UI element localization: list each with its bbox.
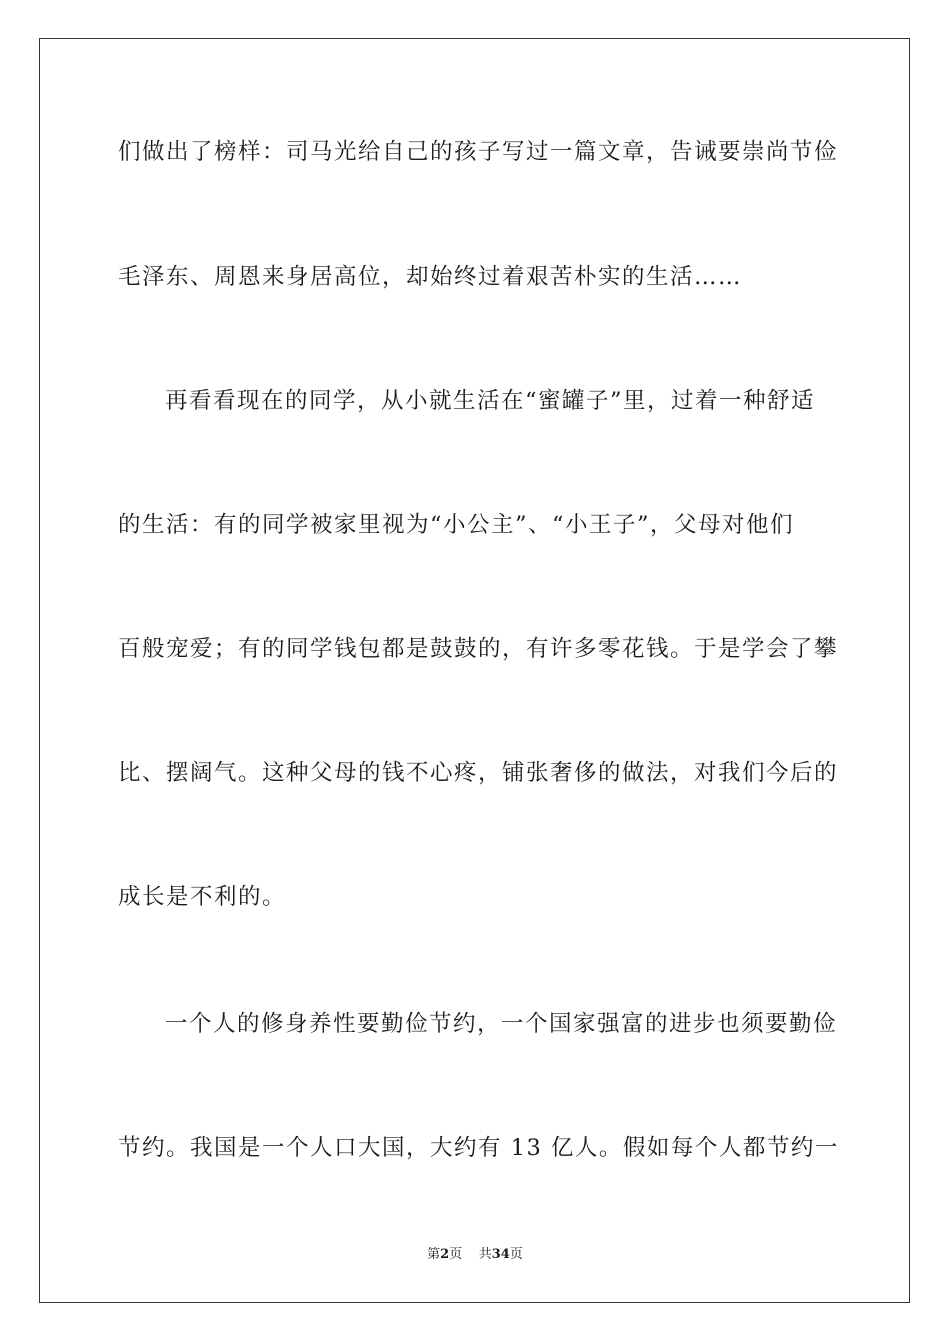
body-text-line: 成长是不利的。 — [118, 884, 287, 910]
page-footer — [0, 1246, 950, 1264]
page-border — [39, 38, 910, 1303]
body-text-line: 百般宠爱；有的同学钱包都是鼓鼓的，有许多零花钱。于是学会了攀 — [118, 636, 839, 662]
body-text-line: 毛泽东、周恩来身居高位，却始终过着艰苦朴实的生活…… — [118, 264, 743, 290]
page-suffix: 页 — [449, 1247, 463, 1262]
body-text-line: 们做出了榜样：司马光给自己的孩子写过一篇文章，告诫要崇尚节俭 — [118, 139, 839, 165]
paragraph-first-line: 一个人的修身养性要勤俭节约，一个国家强富的进步也须要勤俭 — [165, 1011, 838, 1037]
page-prefix: 第 — [427, 1247, 441, 1262]
body-text-line: 节约。我国是一个人口大国，大约有 13 亿人。假如每个人都节约一 — [118, 1135, 839, 1161]
total-suffix: 页 — [509, 1247, 523, 1262]
body-text-line: 比、摆阔气。这种父母的钱不心疼，铺张奢侈的做法，对我们今后的 — [118, 760, 839, 786]
total-prefix: 共 — [478, 1247, 492, 1262]
page-number: 2 — [440, 1247, 450, 1262]
total-pages: 34 — [491, 1247, 510, 1262]
paragraph-first-line: 再看看现在的同学，从小就生活在“蜜罐子”里，过着一种舒适 — [165, 388, 816, 414]
body-text-line: 的生活：有的同学被家里视为“小公主”、“小王子”，父母对他们 — [118, 512, 795, 538]
